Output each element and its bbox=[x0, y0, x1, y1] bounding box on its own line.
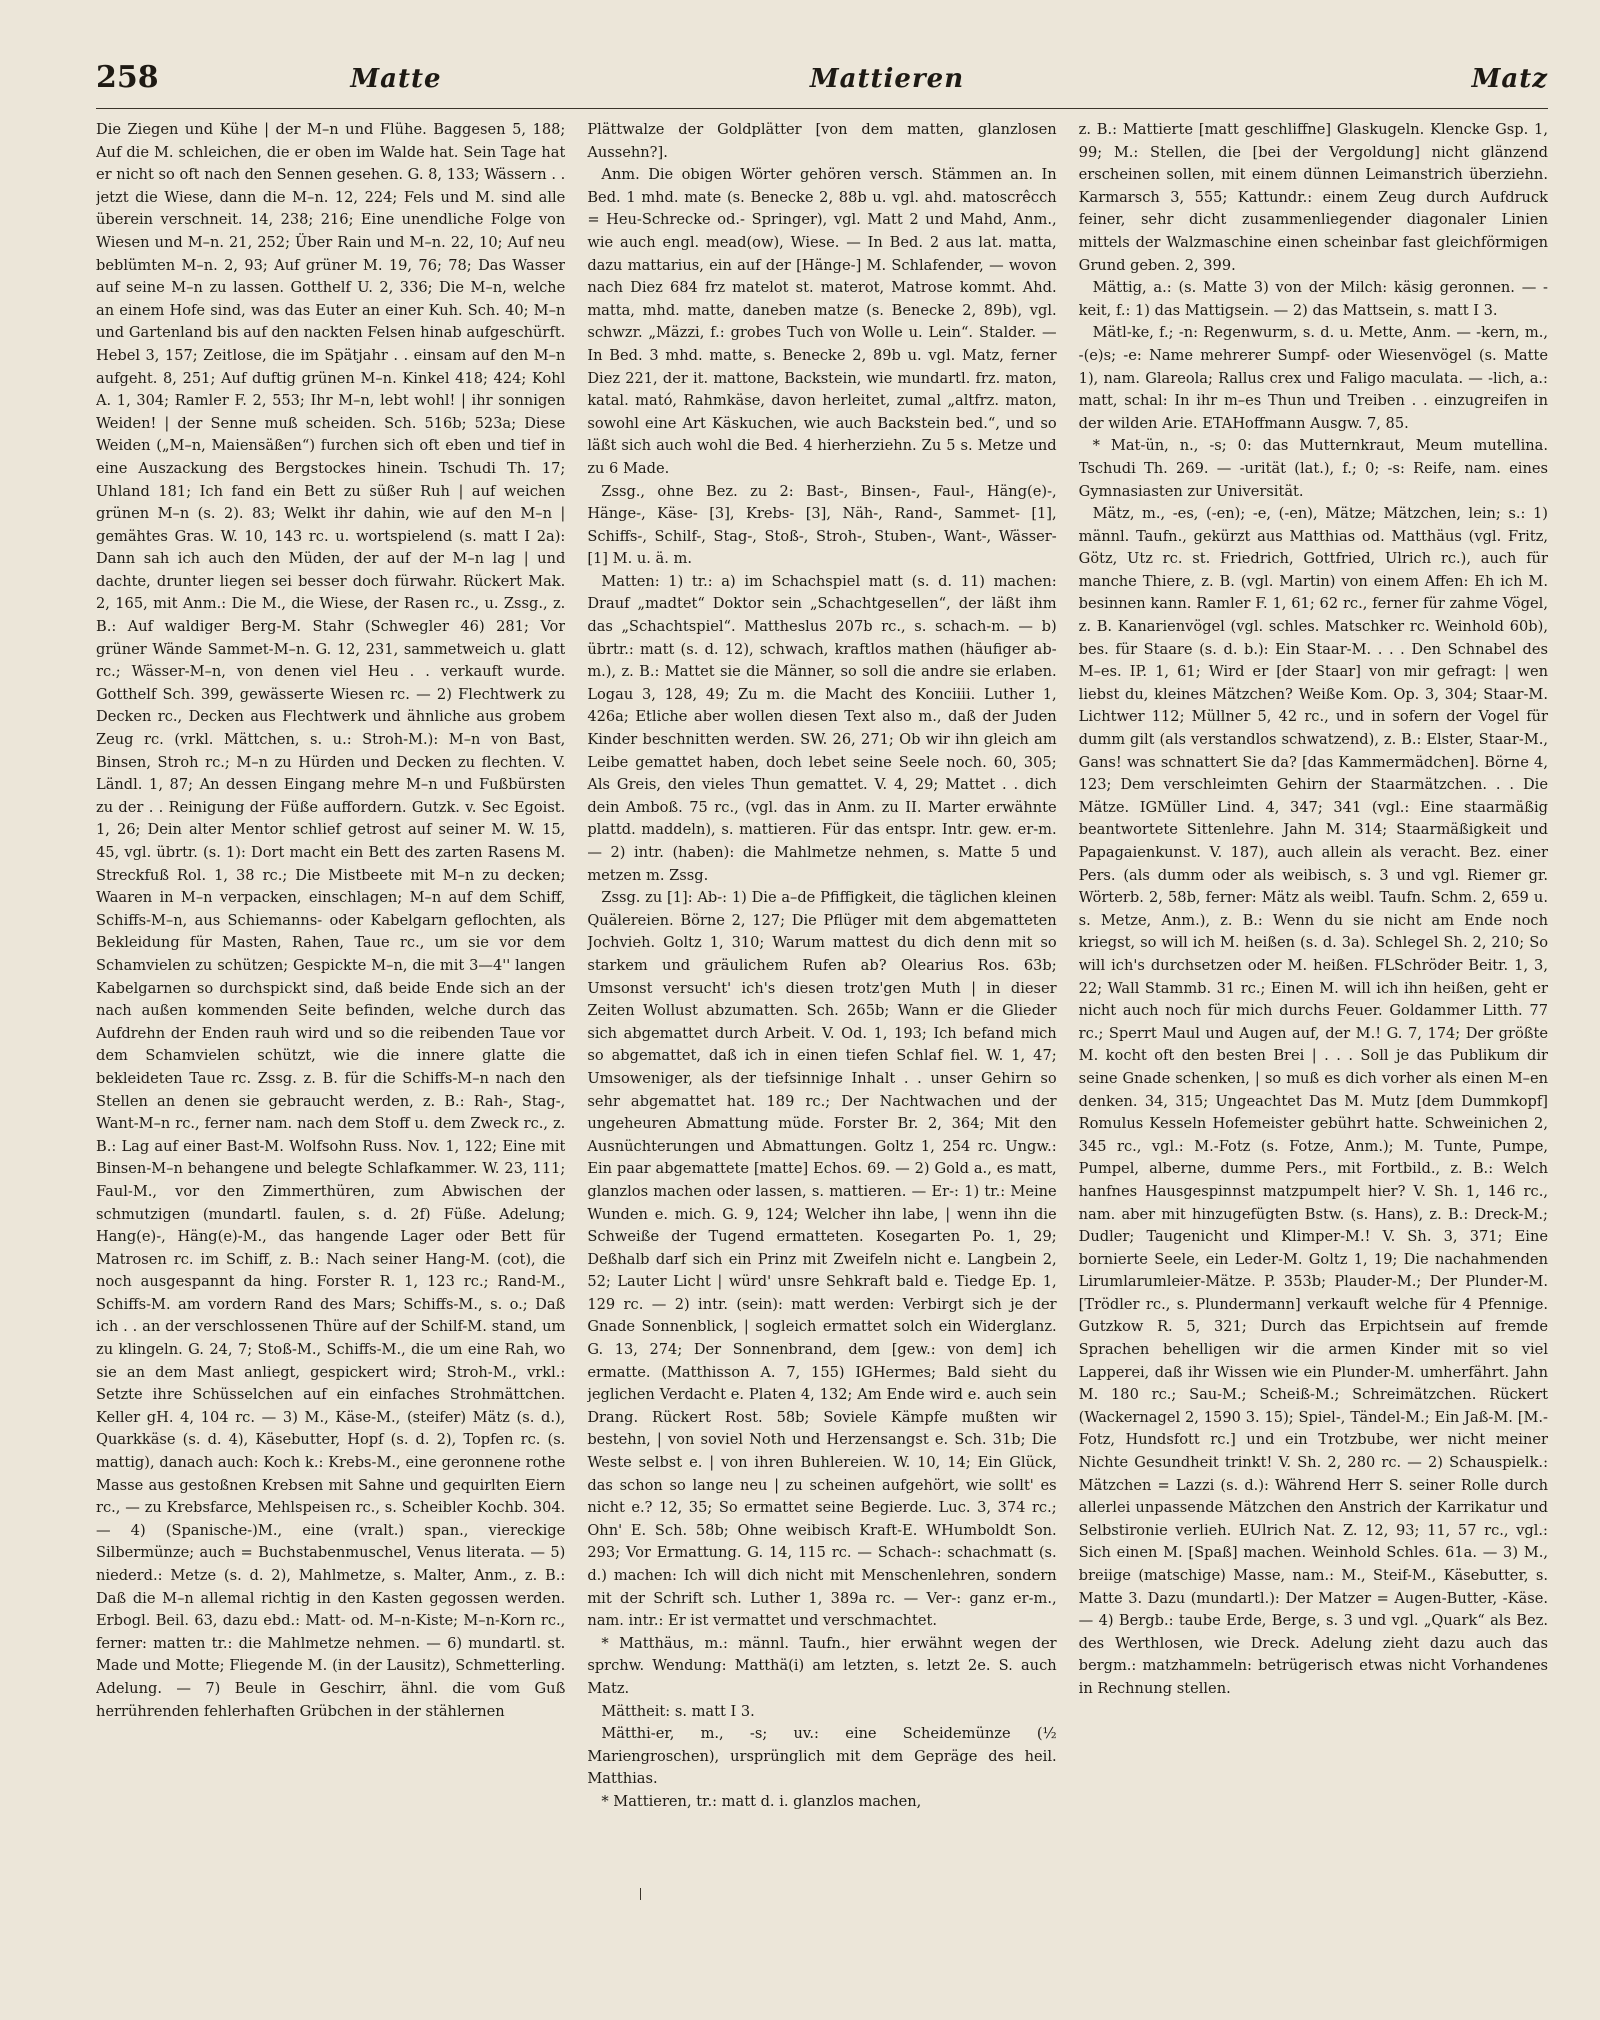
paragraph: z. B.: Mattierte [matt geschliffne] Glaskugeln. Klencke Gsp. 1, 99; M.: Stellen, die [bei der Vergoldung] nicht glänzend erscheinen sollen, mit einem dünnen Leimanstrich überziehn. Karmarsch 3, 555; Kattundr.: einem Zeug durch Aufdruck feiner, sehr dicht zusammenliegender diagonaler Linien mittels der Walzmaschine einen scheinbar fast gleichförmigen Grund geben. 2, 399. bbox=[1078, 121, 1548, 274]
entry-matthier: Mätthi-er, m., -s; uv.: eine Scheidemünze (½ Mariengroschen), ursprünglich mit dem Gepräge des heil. Matthias. bbox=[587, 1725, 1057, 1788]
text-columns bbox=[96, 119, 1548, 1814]
paragraph: Plättwalze der Goldplätter [von dem matten, glanzlosen Aussehn?]. bbox=[587, 121, 1057, 161]
column-left bbox=[96, 119, 565, 1814]
paragraph: Zssg., ohne Bez. zu 2: Bast-, Binsen-, Faul-, Häng(e)-, Hänge-, Käse- [3], Krebs- [3], Näh-, Rand-, Sammet- [1], Schiffs-, Schilf-, Stag-, Stoß-, Stroh-, Stuben-, Want-, Wässer- [1] M. u. ä. m. bbox=[587, 482, 1057, 568]
running-head-center: Mattieren bbox=[809, 64, 965, 94]
paragraph: Zssg. zu [1]: Ab-: 1) Die a–de Pfiffigkeit, die täglichen kleinen Quälereien. Börne 2, 127; Die Pflüger mit dem abgematteten Jochvieh. Goltz 1, 310; Warum mattest du dich denn mit so starkem und gräulichem Rufen ab? Olearius Ros. 63b; Umsonst versucht' ich's diesen trotz'gen Muth | in dieser Zeiten Wollust abzumatten. Sch. 265b; Wann er die Glieder sich abgemattet durch Arbeit. V. Od. 1, 193; Ich befand mich so abgemattet, daß ich in einen tiefen Schlaf fiel. W. 1, 47; Umsoweniger, als der tiefsinnige Inhalt . . unser Gehirn so sehr abgemattet hat. 189 rc.; Der Nachtwachen und der ungeheuren Abmattung müde. Forster Br. 2, 364; Mit den Ausnüchterungen und Abmattungen. Goltz 1, 254 rc. Ungw.: Ein paar abgemattete [matte] Echos. 69. — 2) Gold a., es matt, glanzlos machen oder lassen, s. mattieren. — Er-: 1) tr.: Meine Wunden e. mich. G. 9, 124; Welcher ihn labe, | wenn ihn die Schweiße der Tugend ermatteten. Kosegarten Po. 1, 29; Deßhalb darf sich ein Prinz mit Zweifeln nicht e. Langbein 2, 52; Lauter Licht | würd' unsre Sehkraft bald e. Tiedge Ep. 1, 129 rc. — 2) intr. (sein): matt werden: Verbirgt sich je der Gnade Sonnenblick, | sogleich ermattet solch ein Widerglanz. G. 13, 274; Der Sonnenbrand, dem [gew.: von dem] ich ermatte. (Matthisson A. 7, 155) IGHermes; Bald sieht du jeglichen Verdacht e. Platen 4, 132; Am Ende wird e. auch sein Drang. Rückert Rost. 58b; Soviele Kämpfe mußten wir bestehn, | von soviel Noth und Herzensangst e. Sch. 31b; Die Weste selbst e. | von ihren Buhlereien. W. 10, 14; Ein Glück, das schon so lange neu | zu scheinen aufgehört, wie sollt' es nicht e.? 12, 35; So ermattet seine Begierde. Luc. 3, 374 rc.; Ohn' E. Sch. 58b; Ohne weibisch Kraft-E. WHumboldt Son. 293; Vor Ermattung. G. 14, 115 rc. — Schach-: schachmatt (s. d.) machen: Ich will dich nicht mit Menschenlehren, sondern mit der Schrift sch. Luther 1, 389a rc. — Ver-: ganz er-m., nam. intr.: Er ist vermattet und verschmachtet. bbox=[587, 889, 1057, 1630]
running-head-left: Matte bbox=[350, 64, 442, 94]
entry-matlke: Mätl-ke, f.; -n: Regenwurm, s. d. u. Mette, Anm. — -kern, m., -(e)s; -e: Name mehrerer Sumpf- oder Wiesenvögel (s. Matte 1), nam. Glareola; Rallus crex und Faligo maculata. — -lich, a.: matt, schal: In ihr m–es Thun und Treiben . . einzugreifen in der wilden Arie. ETAHoffmann Ausgw. 7, 85. bbox=[1078, 324, 1548, 432]
page-number: 258 bbox=[96, 60, 159, 95]
running-head-right: Matz bbox=[1471, 64, 1548, 94]
entry-mattieren: * Mattieren, tr.: matt d. i. glanzlos machen, bbox=[601, 1792, 922, 1810]
page-header bbox=[96, 60, 1548, 109]
entry-matz: Mätz, m., -es, (-en); -e, (-en), Mätze; Mätzchen, lein; s.: 1) männl. Taufn., gekürzt aus Matthias od. Matthäus (vgl. Fritz, Götz, Utz rc. st. Friedrich, Gottfried, Ulrich rc.), auch für manche Thiere, z. B. (vgl. Martin) von einem Affen: Eh ich M. besinnen kann. Ramler F. 1, 61; 62 rc., ferner für zahme Vögel, z. B. Kanarienvögel (vgl. schles. Matschker rc. Weinhold 60b), bes. für Staare (s. d. b.): Ein Staar-M. . . . Den Schnabel des M–es. IP. 1, 61; Wird er [der Staar] von mir gefragt: | wen liebst du, kleines Mätzchen? Weiße Kom. Op. 3, 304; Staar-M. Lichtwer 112; Müllner 5, 42 rc., und in sofern der Vogel für dumm gilt (als verstandlos schwatzend), z. B.: Elster, Staar-M., Gans! was schnattert Sie da? [das Kammermädchen]. Börne 4, 123; Dem verschleimten Gehirn der Staarmätzchen. . . Die Mätze. IGMüller Lind. 4, 347; 341 (vgl.: Eine staarmäßig beantwortete Sittenlehre. Jahn M. 314; Staarmäßigkeit und Papagaienkunst. V. 187), auch allein als veracht. Bez. einer Pers. (als dumm oder als weibisch, s. 3 und vgl. Riemer gr. Wörterb. 2, 58b, ferner: Mätz als weibl. Taufn. Schm. 2, 659 u. s. Metze, Anm.), z. B.: Wenn du sie nicht am Ende noch kriegst, so will ich M. heißen (s. d. 3a). Schlegel Sh. 2, 210; So will ich's durchsetzen oder M. heißen. FLSchröder Beitr. 1, 3, 22; Wall Stammb. 31 rc.; Einen M. will ich ihn heißen, geht er nicht auch noch für mich durchs Feuer. Goldammer Litth. 77 rc.; Sperrt Maul und Augen auf, der M.! G. 7, 174; Der größte M. kocht oft den besten Brei | . . . Soll je das Publikum dir seine Gnade schenken, | so muß es dich vorher als einen M–en denken. 34, 315; Ungeachtet Das M. Mutz [dem Dummkopf] Romulus Kesseln Hofemeister gebührt hatte. Schweinichen 2, 345 rc., vgl.: M.-Fotz (s. Fotze, Anm.); M. Tunte, Pumpe, Pumpel, alberne, dumme Pers., mit Fortbild., z. B.: Welch hanfnes Hausgespinnst matzpumpelt hier? V. Sh. 1, 146 rc., nam. aber mit hinzugefügten Bstw. (s. Hans), z. B.: Dreck-M.; Dudler; Taugenicht und Klimper-M.! V. Sh. 3, 371; Eine bornierte Seele, ein Leder-M. Goltz 1, 19; Die nachahmenden Lirumlarumleier-Mätze. P. 353b; Plauder-M.; Der Plunder-M. [Trödler rc., s. Plundermann] verkauft welche für 4 Pfennige. Gutzkow R. 5, 321; Durch das Erpichtsein auf fremde Sprachen behelligen wir die armen Kinder mit so viel Lapperei, daß ihr Wissen wie ein Plunder-M. umherfährt. Jahn M. 180 rc.; Sau-M.; Scheiß-M.; Schreimätzchen. Rückert (Wackernagel 2, 1590 3. 15); Spiel-, Tändel-M.; Ein Jaß-M. [M.-Fotz, Hundsfott rc.] und ein Trotzbube, wer nicht meiner Nichte Gesundheit trinkt! V. Sh. 2, 280 rc. — 2) Schauspielk.: Mätzchen = Lazzi (s. d.): Während Herr S. seiner Rolle durch allerlei unpassende Mätzchen den Anstrich der Karrikatur und Selbstironie verlieh. EUlrich Nat. Z. 12, 93; 11, 57 rc., vgl.: Sich einen M. [Spaß] machen. Weinhold Schles. 61a. — 3) M., breiige (matschige) Masse, nam.: M., Steif-M., Käsebutter, s. Matte 3. Dazu (mundartl.): Der Matzer = Augen-Butter, -Käse. — 4) Bergb.: taube Erde, Berge, s. 3 und vgl. „Quark“ als Bez. des Werthlosen, wie Dreck. Adelung zieht dazu auch das bergm.: matzhammeln: betrügerisch etwas nicht Vorhandenes in Rechnung stellen. bbox=[1078, 505, 1548, 1697]
entry-matthaeus: * Matthäus, m.: männl. Taufn., hier erwähnt wegen der sprchw. Wendung: Matthä(i) am letzten, s. letzt 2e. S. auch Matz. bbox=[587, 1634, 1057, 1697]
print-mark bbox=[640, 1888, 641, 1900]
column-middle bbox=[587, 119, 1056, 1814]
entry-mattheit: Mättheit: s. matt I 3. bbox=[601, 1702, 755, 1720]
entry-matten: Matten: 1) tr.: a) im Schachspiel matt (s. d. 11) machen: Drauf „madtet“ Doktor sein „Schachtgesellen“, der läßt ihm das „Schachtspiel“. Mattheslus 207b rc., s. schach-m. — b) übrtr.: matt (s. d. 12), schwach, kraftlos mathen (häufiger ab-m.), z. B.: Mattet sie die Männer, so soll die andre sie erlaben. Logau 3, 128, 49; Zu m. die Macht des Konciiii. Luther 1, 426a; Etliche aber wollen diesen Text also m., daß der Juden Kinder beschnitten werden. SW. 26, 271; Ob wir ihn gleich am Leibe gemattet haben, doch lebet seine Seele noch. 60, 305; Als Greis, den vieles Thun gemattet. V. 4, 29; Mattet . . dich dein Amboß. 75 rc., (vgl. das in Anm. zu II. Marter erwähnte plattd. maddeln), s. mattieren. Für das entspr. Intr. gew. er-m. — 2) intr. (haben): die Mahlmetze nehmen, s. Matte 5 und metzen m. Zssg. bbox=[587, 572, 1057, 884]
column-right bbox=[1079, 119, 1548, 1814]
entry-mattig: Mättig, a.: (s. Matte 3) von der Milch: käsig geronnen. — -keit, f.: 1) das Mattigsein. — 2) das Mattsein, s. matt I 3. bbox=[1078, 279, 1548, 319]
paragraph: Die Ziegen und Kühe | der M–n und Flühe. Baggesen 5, 188; Auf die M. schleichen, die er oben im Walde hat. Sein Tage hat er nicht so oft nach den Sennen gesehen. G. 8, 133; Wässern . . jetzt die Wiese, dann die M–n. 12, 224; Fels und M. sind alle überein verschneit. 14, 238; 216; Eine unendliche Folge von Wiesen und M–n. 21, 252; Über Rain und M–n. 22, 10; Auf neu beblümten M–n. 2, 93; Auf grüner M. 19, 76; 78; Das Wasser auf seine M–n zu lassen. Gotthelf U. 2, 336; Die M–n, welche an einem Hofe sind, was das Euter an einer Kuh. Sch. 40; M–n und Gartenland bis auf den nackten Felsen hinab aufgeschürft. Hebel 3, 157; Zeitlose, die im Spätjahr . . einsam auf den M–n aufgeht. 8, 251; Auf duftig grünen M–n. Kinkel 418; 424; Kohl A. 1, 304; Ramler F. 2, 553; Ihr M–n, lebt wohl! | ihr sonnigen Weiden! | der Senne muß scheiden. Sch. 516b; 523a; Diese Weiden („M–n, Maiensäßen“) furchen sich oft eben und tief in eine Auszackung des Bergstockes hinein. Tschudi Th. 17; Uhland 181; Ich fand ein Bett zu süßer Ruh | auf weichen grünen M–n (s. 2). 83; Welkt ihr dahin, wie auf den M–n | gemähtes Gras. W. 10, 143 rc. u. wortspielend (s. matt I 2a): Dann sah ich auch den Müden, der auf der M–n lag | und dachte, drunter liegen sei besser doch fürwahr. Rückert Mak. 2, 165, mit Anm.: Die M., die Wiese, der Rasen rc., u. Zssg., z. B.: Auf waldiger Berg-M. Stahr (Schwegler 46) 281; Vor grüner Wände Sammet-M–n. G. 12, 231, sammetweich u. glatt rc.; Wässer-M–n, von denen viel Heu . . verkauft wurde. Gotthelf Sch. 399, gewässerte Wiesen rc. — 2) Flechtwerk zu Decken rc., Decken aus Flechtwerk und ähnliche aus grobem Zeug rc. (vrkl. Mättchen, s. u.: Stroh-M.): M–n von Bast, Binsen, Stroh rc.; M–n zu Hürden und Decken zu flechten. V. Ländl. 1, 87; An dessen Eingang mehre M–n und Fußbürsten zu der . . Reinigung der Füße auffordern. Gutzk. v. Sec Egoist. 1, 26; Dein alter Mentor schlief getrost auf seiner M. W. 15, 45, vgl. übrtr. (s. 1): Dort macht ein Bett des zarten Rasens M. Streckfuß Rol. 1, 38 rc.; Die Mistbeete mit M–n zu decken; Waaren in M–n verpacken, einschlagen; M–n auf dem Schiff, Schiffs-M–n, aus Schiemanns- oder Kabelgarn geflochten, als Bekleidung für Masten, Rahen, Taue rc., um sie vor dem Schamvielen zu schützen; Gespickte M–n, die mit 3—4'' langen Kabelgarnen so durchspickt sind, daß beide Ende sich an der nach außen kommenden Seite befinden, welche durch das Aufdrehn der Enden rauh wird und so die reibenden Taue vor dem Schamvielen schützt, wie die innere glatte die bekleideten Taue rc. Zssg. z. B. für die Schiffs-M–n nach den Stellen an denen sie gebraucht werden, z. B.: Rah-, Stag-, Want-M–n rc., ferner nam. nach dem Stoff u. dem Zweck rc., z. B.: Lag auf einer Bast-M. Wolfsohn Russ. Nov. 1, 122; Eine mit Binsen-M–n behangene und belegte Schlafkammer. W. 23, 111; Faul-M., vor den Zimmerthüren, zum Abwischen der schmutzigen (mundartl. faulen, s. d. 2f) Füße. Adelung; Hang(e)-, Häng(e)-M., das hangende Lager oder Bett für Matrosen rc. im Schiff, z. B.: Nach seiner Hang-M. (cot), die noch ausgespannt da hing. Forster R. 1, 123 rc.; Rand-M., Schiffs-M. am vordern Rand des Mars; Schiffs-M., s. o.; Daß ich . . an der verschlossenen Thüre auf der Schilf-M. stand, um zu klingeln. G. 24, 7; Stoß-M., Schiffs-M., die um eine Rah, wo sie an dem Mast anliegt, gespickert wird; Stroh-M., vrkl.: Setzte ihre Schüsselchen auf ein einfaches Strohmättchen. Keller gH. 4, 104 rc. — 3) M., Käse-M., (steifer) Mätz (s. d.), Quarkkäse (s. d. 4), Käsebutter, Hopf (s. d. 2), Topfen rc. (s. mattig), danach auch: Koch k.: Krebs-M., eine geronnene rothe Masse aus gestoßnen Krebsen mit Sahne und gequirlten Eiern rc., — zu Krebsfarce, Mehlspeisen rc., s. Scheibler Kochb. 304. — 4) (Spanische-)M., eine (vralt.) span., viereckige Silbermünze; auch = Buchstabenmuschel, Venus literata. — 5) niederd.: Metze (s. d. 2), Mahlmetze, s. Malter, Anm., z. B.: Daß die M–n allemal richtig in den Kasten gegossen werden. Erbogl. Beil. 63, dazu ebd.: Matt- od. M–n-Kiste; M–n-Korn rc., ferner: matten tr.: die Mahlmetze nehmen. — 6) mundartl. st. Made und Motte; Fliegende M. (in der Lausitz), Schmetterling. Adelung. — 7) Beule in Geschirr, ähnl. die vom Guß herrührenden fehlerhaften Grübchen in der stählernen bbox=[96, 121, 566, 1720]
paragraph: Anm. Die obigen Wörter gehören versch. Stämmen an. In Bed. 1 mhd. mate (s. Benecke 2, 88b u. vgl. ahd. matoscrêcch = Heu-Schrecke od.- Springer), vgl. Matt 2 und Mahd, Anm., wie auch engl. mead(ow), Wiese. — In Bed. 2 aus lat. matta, dazu mattarius, ein auf der [Hänge-] M. Schlafender, — wovon nach Diez 684 frz matelot st. materot, Matrose kommt. Ahd. matta, mhd. matte, daneben matze (s. Benecke 2, 89b), vgl. schwzr. „Mäzzi, f.: grobes Tuch von Wolle u. Lein“. Stalder. — In Bed. 3 mhd. matte, s. Benecke 2, 89b u. vgl. Matz, ferner Diez 221, der it. mattone, Backstein, wie mundartl. frz. maton, katal. mató, Rahmkäse, davon herleitet, zumal „altfrz. maton, sowohl eine Art Käskuchen, wie auch Backstein bed.“, und so läßt sich auch wohl die Bed. 4 hierherziehn. Zu 5 s. Metze und zu 6 Made. bbox=[587, 166, 1057, 477]
entry-matun: * Mat-ün, n., -s; 0: das Mutternkraut, Meum mutellina. Tschudi Th. 269. — -urität (lat.), f.; 0; -s: Reife, nam. eines Gymnasiasten zur Universität. bbox=[1078, 437, 1548, 500]
